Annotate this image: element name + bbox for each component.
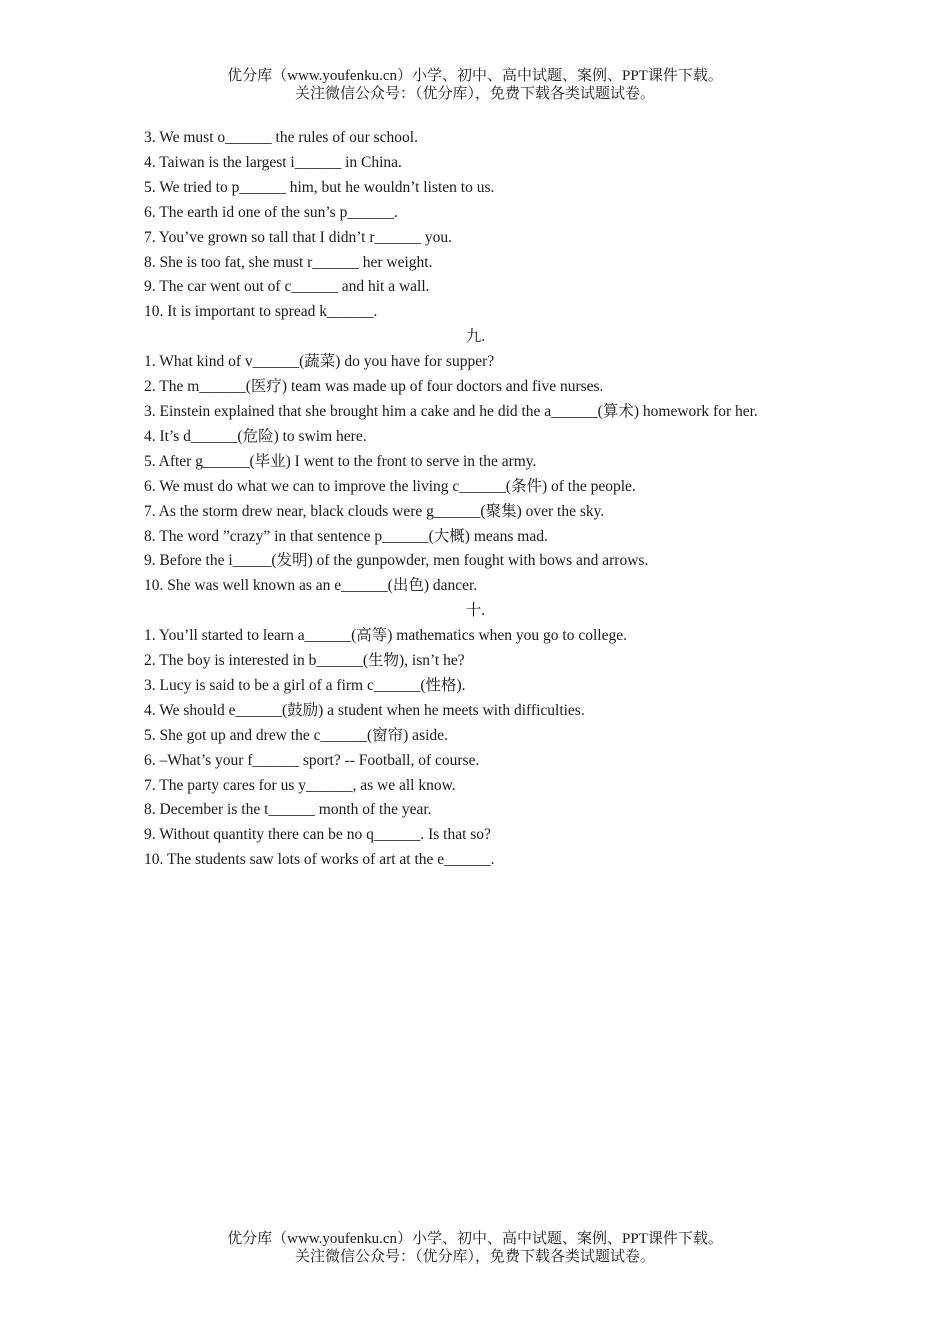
exercise-item: 3. Lucy is said to be a girl of a firm c______(性格). [144,676,466,694]
exercise-item: 2. The boy is interested in b______(生物), isn’t he? [144,652,465,670]
exercise-item: 5. After g______(毕业) I went to the front to serve in the army. [144,452,537,470]
exercise-item: 4. We should e______(鼓励) a student when he meets with difficulties. [144,701,585,719]
page-footer [0,1230,950,1266]
exercise-item: 4. Taiwan is the largest i______ in China. [144,153,402,171]
exercise-item: 4. It’s d______(危险) to swim here. [144,427,367,445]
header-line-1: 优分库（www.youfenku.cn）小学、初中、高中试题、案例、PPT课件下载。 [227,68,723,84]
exercise-item: 10. It is important to spread k______. [144,303,378,321]
exercise-item: 6. –What’s your f______ sport? -- Football, of course. [144,751,480,769]
exercise-item: 7. You’ve grown so tall that I didn’t r______ you. [144,228,452,246]
footer-line-1: 优分库（www.youfenku.cn）小学、初中、高中试题、案例、PPT课件下载。 [227,1231,723,1247]
exercise-item: 8. She is too fat, she must r______ her weight. [144,253,433,271]
exercise-item: 3. We must o______ the rules of our school. [144,129,418,146]
exercise-item: 9. Without quantity there can be no q______. Is that so? [144,826,491,844]
exercise-item: 7. The party cares for us y______, as we all know. [144,776,456,794]
exercise-item: 8. The word ”crazy” in that sentence p______(大概) means mad. [144,527,548,545]
exercise-item: 7. As the storm drew near, black clouds were g______(聚集) over the sky. [144,502,605,520]
exercise-item: 8. December is the t______ month of the year. [144,801,432,819]
exercise-item: 9. The car went out of c______ and hit a wall. [144,278,430,296]
section-heading-10: 十. [465,602,486,620]
exercise-item: 1. What kind of v______(蔬菜) do you have for supper? [144,353,495,371]
worksheet-body [144,126,807,873]
exercise-item: 1. You’ll started to learn a______(高等) mathematics when you go to college. [144,627,627,645]
exercise-item: 10. The students saw lots of works of art at the e______. [144,851,495,869]
exercise-item: 3. Einstein explained that she brought him a cake and he did the a______(算术) homework for her. [144,402,758,420]
exercise-item: 5. She got up and drew the c______(窗帘) aside. [144,726,448,744]
exercise-item: 6. The earth id one of the sun’s p______. [144,203,398,221]
footer-line-2: 关注微信公众号：（优分库），免费下载各类试题试卷。 [294,1249,655,1265]
page-header [0,67,950,103]
header-line-2: 关注微信公众号：（优分库），免费下载各类试题试卷。 [294,86,655,102]
exercise-item: 5. We tried to p______ him, but he wouldn’t listen to us. [144,178,495,196]
exercise-item: 2. The m______(医疗) team was made up of four doctors and five nurses. [144,378,604,396]
exercise-item: 10. She was well known as an e______(出色) dancer. [144,577,478,595]
exercise-item: 6. We must do what we can to improve the living c______(条件) of the people. [144,477,636,495]
section-heading-9: 九. [465,328,486,346]
exercise-item: 9. Before the i_____(发明) of the gunpowder, men fought with bows and arrows. [144,552,649,570]
